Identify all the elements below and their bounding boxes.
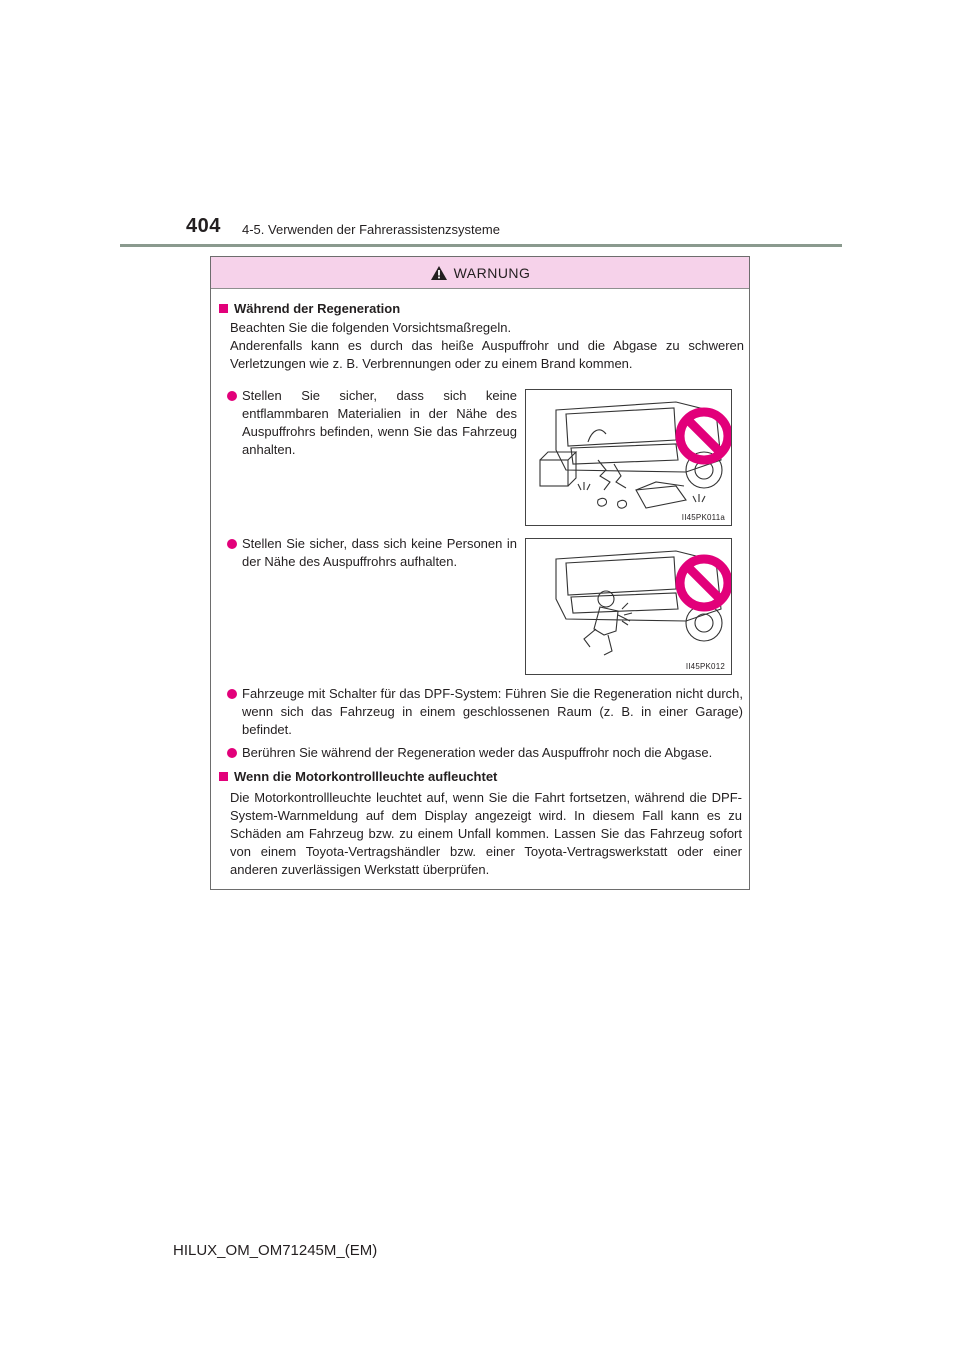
section-title: 4-5. Verwenden der Fahrerassistenzsysteme — [242, 222, 500, 237]
warning-header — [211, 257, 749, 289]
truck-flammables-illustration — [526, 390, 731, 525]
header-divider — [120, 244, 842, 247]
section-heading-engine-light — [219, 769, 497, 784]
circle-bullet-icon — [227, 391, 237, 401]
warning-title: WARNUNG — [453, 264, 531, 281]
bullet-text: Stellen Sie sicher, dass sich keine Personen in der Nähe des Auspuffrohrs aufhalten. — [242, 536, 517, 569]
figure-code: II45PK012 — [685, 662, 725, 671]
warning-box — [210, 256, 750, 890]
engine-light-text: Die Motorkontrollleuchte leuchtet auf, wenn Sie die Fahrt fortsetzen, während die DPF-System-Warnmeldung auf dem Display angezeigt wird. In diesem Fall kann es zu Schäden am Fahrzeug bzw. zu einem Unfall kommen. Lassen Sie das Fahrzeug sofort von einem Toyota-Vertragshändler bzw. einer Toyota-Vertragswerkstatt oder einer anderen zuverlässigen Werkstatt überprüfen. — [230, 790, 742, 877]
bullet-item — [227, 387, 517, 459]
bullet-text: Fahrzeuge mit Schalter für das DPF-System: Führen Sie die Regeneration nicht durch, wenn sich das Fahrzeug in einem geschlossenen Raum (z. B. in einer Garage) befindet. — [242, 686, 743, 737]
bullet-item — [227, 685, 743, 739]
square-bullet-icon — [219, 772, 228, 781]
circle-bullet-icon — [227, 539, 237, 549]
square-bullet-icon — [219, 304, 228, 313]
circle-bullet-icon — [227, 689, 237, 699]
page-number: 404 — [186, 215, 221, 237]
intro-line-1: Beachten Sie die folgenden Vorsichtsmaßregeln. — [230, 320, 512, 335]
section-heading-text: Während der Regeneration — [234, 301, 401, 316]
bullet-item — [227, 744, 743, 762]
prohibition-icon — [680, 412, 728, 460]
intro-line-2: Anderenfalls kann es durch das heiße Auspuffrohr und die Abgase zu schweren Verletzungen wie z. B. Verbrennungen oder zu einem Brand kommen. — [230, 338, 744, 371]
bullet-item — [227, 535, 517, 571]
illustration-flammable-materials — [525, 389, 732, 526]
section-heading-text: Wenn die Motorkontrollleuchte aufleuchtet — [234, 769, 498, 784]
bullet-text: Stellen Sie sicher, dass sich keine entflammbaren Materialien in der Nähe des Auspuffrohrs befinden, wenn Sie das Fahrzeug anhalten. — [242, 388, 517, 457]
section-heading-regeneration — [219, 301, 400, 316]
warning-triangle-icon — [430, 265, 448, 281]
prohibition-icon — [680, 559, 728, 607]
circle-bullet-icon — [227, 748, 237, 758]
illustration-person-near-exhaust — [525, 538, 732, 675]
figure-code: II45PK011a — [681, 513, 725, 522]
document-id: HILUX_OM_OM71245M_(EM) — [173, 1242, 378, 1259]
bullet-text: Berühren Sie während der Regeneration weder das Auspuffrohr noch die Abgase. — [242, 745, 713, 760]
truck-person-illustration — [526, 539, 731, 674]
